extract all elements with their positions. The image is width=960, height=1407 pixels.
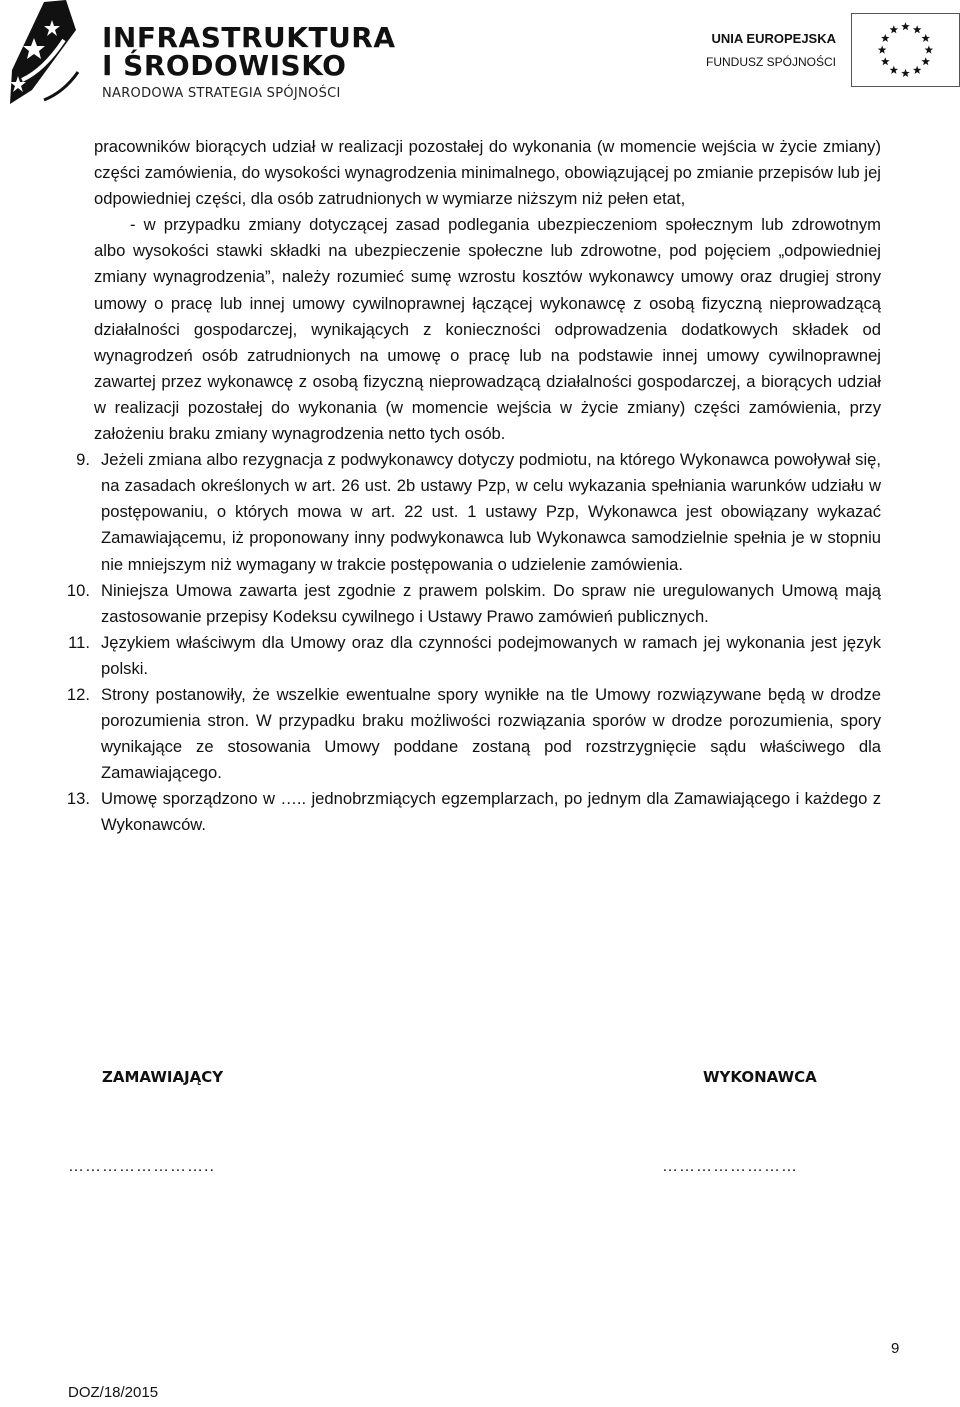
eu-star-icon	[921, 34, 930, 42]
list-item	[66, 786, 881, 838]
list-item	[66, 578, 881, 630]
bullet-paragraph: - w przypadku zmiany dotyczącej zasad podlegania ubezpieczeniom społecznym lub zdrowotnym albo wysokości stawki składki na ubezpieczenie społeczne lub zdrowotne, pod pojęciem „odpowiedniej zmiany wynagrodzenia”, należy rozumieć sumę wzrostu kosztów wykonawcy umowy oraz drugiej strony umowy o pracę lub innej umowy cywilnoprawnej łączącej wykonawcę z osobą fizyczną nieprowadzącą działalności gospodarczej, wynikających z konieczności odprowadzenia dodatkowych składek od wynagrodzeń osób zatrudnionych na umowę o pracę lub na podstawie innej umowy cywilnoprawnej zawartej przez wykonawcę z osobą fizyczną nieprowadzącą działalności gospodarczej, a biorących udział w realizacji pozostałej do wykonania (w momencie wejścia w życie zmiany) części zamówienia, przy założeniu braku zmiany wynagrodzenia netto tych osób.	[94, 215, 881, 444]
numbered-list	[66, 447, 881, 838]
list-item-number: 9.	[76, 450, 90, 470]
signature-label-wykonawca: WYKONAWCA	[703, 1068, 817, 1086]
eu-label-line2: FUNDUSZ SPÓJNOŚCI	[705, 55, 836, 69]
signature-label-zamawiajacy: ZAMAWIAJĄCY	[102, 1068, 224, 1086]
eu-star-icon	[921, 57, 930, 65]
list-item-text: Językiem właściwym dla Umowy oraz dla czynności podejmowanych w ramach jej wykonania jest język polski.	[101, 632, 881, 678]
list-item-text: Umowę sporządzono w ….. jednobrzmiących egzemplarzach, po jednym dla Zamawiającego i każdego z Wykonawców.	[101, 789, 881, 835]
intro-paragraph: pracowników biorących udział w realizacji pozostałej do wykonania (w momencie wejścia w życie zmiany) części zamówienia, do wysokości wynagrodzenia minimalnego, obowiązującej po zmianie przepisów lub jej odpowiedniej części, dla osób zatrudnionych w wymiarze niższym niż pełen etat,	[94, 137, 881, 209]
document-code: DOZ/18/2015	[68, 1384, 159, 1401]
brand-subtitle: NARODOWA STRATEGIA SPÓJNOŚCI	[102, 86, 341, 101]
list-item-number: 10.	[66, 580, 90, 600]
brand-title-line1: INFRASTRUKTURA	[102, 21, 396, 54]
list-item-text: Strony postanowiły, że wszelkie ewentualne spory wynikłe na tle Umowy rozwiązywane będą w drodze porozumienia stron. W przypadku braku możliwości rozwiązania sporów w drodze porozumienia, spory wynikające ze stosowania Umowy poddane zostaną pod rozstrzygnięcie sądu właściwego dla Zamawiającego.	[101, 684, 881, 783]
stars-swirl-logo-icon	[4, 0, 84, 108]
list-item	[76, 447, 881, 577]
eu-star-icon	[890, 25, 899, 33]
eu-star-icon	[881, 34, 890, 42]
eu-star-icon	[901, 69, 910, 77]
brand-block	[102, 21, 396, 102]
list-item	[68, 630, 881, 682]
eu-star-icon	[878, 46, 887, 54]
eu-label-line1: UNIA EUROPEJSKA	[711, 31, 836, 46]
brand-title-line2: I ŚRODOWISKO	[102, 49, 347, 82]
document-body	[66, 134, 881, 839]
eu-label-block	[706, 30, 836, 70]
eu-star-icon	[901, 22, 910, 30]
signature-line-right: ……………………	[662, 1158, 798, 1175]
list-item-number: 11.	[68, 632, 90, 652]
list-item	[66, 682, 881, 786]
eu-star-icon	[913, 25, 922, 33]
eu-star-icon	[881, 57, 890, 65]
eu-star-icon	[925, 46, 934, 54]
eu-star-icon	[890, 66, 899, 74]
list-item-number: 13.	[66, 789, 90, 809]
page-header	[0, 0, 960, 110]
list-item-text: Jeżeli zmiana albo rezygnacja z podwykonawcy dotyczy podmiotu, na którego Wykonawca powoływał się, na zasadach określonych w art. 26 ust. 2b ustawy Pzp, w celu wykazania spełniania warunków udziału w postępowaniu, o których mowa w art. 22 ust. 1 ustawy Pzp, Wykonawca jest obowiązany wykazać Zamawiającemu, iż proponowany inny podwykonawca lub Wykonawca samodzielnie spełnia je w stopniu nie mniejszym niż wymagany w trakcie postępowania o udzielenie zamówienia.	[101, 450, 881, 574]
list-item-text: Niniejsza Umowa zawarta jest zgodnie z prawem polskim. Do spraw nie uregulowanych Umową mają zastosowanie przepisy Kodeksu cywilnego i Ustawy Prawo zamówień publicznych.	[101, 580, 881, 626]
eu-flag-stars-icon	[851, 13, 960, 87]
list-item-number: 12.	[66, 684, 90, 704]
signature-line-left: ……………………..	[68, 1158, 215, 1175]
page-number: 9	[891, 1340, 900, 1357]
eu-star-icon	[913, 66, 922, 74]
